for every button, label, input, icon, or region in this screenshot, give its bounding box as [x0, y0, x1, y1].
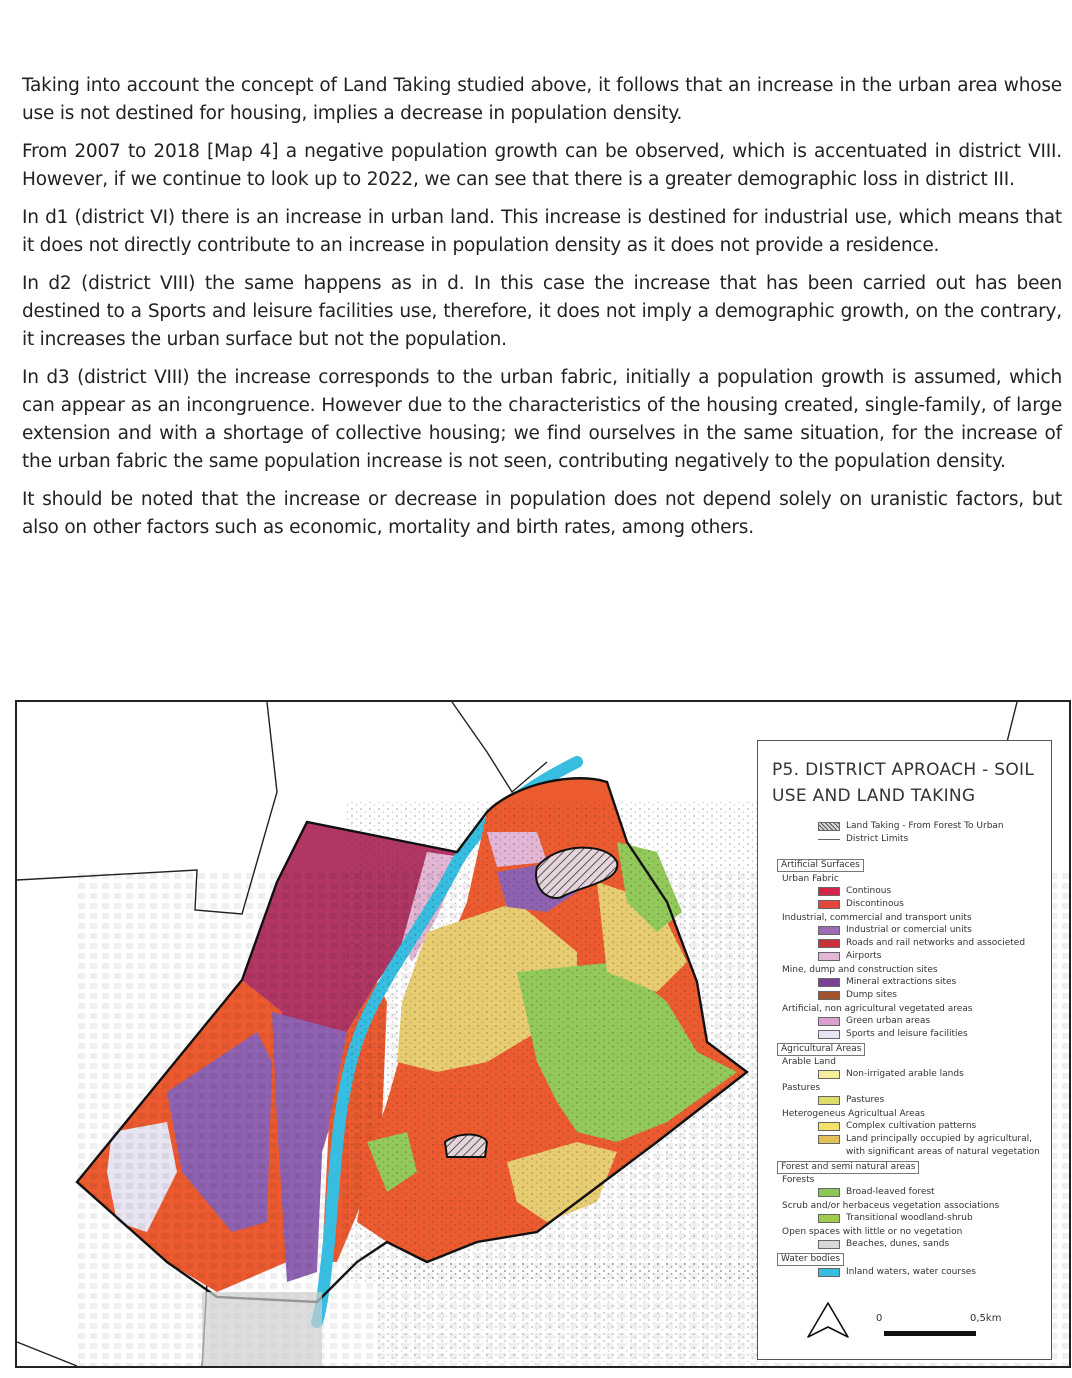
- legend-group: Open spaces with little or no vegetation: [782, 1227, 963, 1237]
- legend-swatch: [818, 1214, 840, 1223]
- legend-swatch: [818, 939, 840, 948]
- legend-section: Agricultural Areas: [777, 1043, 865, 1056]
- legend-swatch: [818, 1268, 840, 1277]
- scale-bar: [884, 1331, 976, 1336]
- legend-swatch: [818, 887, 840, 896]
- legend-label: Green urban areas: [846, 1016, 931, 1026]
- map-legend: [757, 740, 1052, 1360]
- legend-label: Dump sites: [846, 990, 897, 1000]
- legend-label: Sports and leisure facilities: [846, 1029, 968, 1039]
- legend-group: Heterogeneus Agricultual Areas: [782, 1109, 925, 1119]
- legend-group: Forests: [782, 1175, 815, 1185]
- paragraph: From 2007 to 2018 [Map 4] a negative population growth can be observed, which is accentuated in district VIII. However, if we continue to look up to 2022, we can see that there is a greater demographic loss in district III.: [22, 141, 1062, 190]
- legend-group: Mine, dump and construction sites: [782, 965, 938, 975]
- land-taking-swatch: [818, 822, 840, 831]
- legend-label: Land Taking - From Forest To Urban: [846, 821, 1004, 831]
- legend-swatch: [818, 991, 840, 1000]
- legend-group: Arable Land: [782, 1057, 836, 1067]
- legend-swatch: [818, 1096, 840, 1105]
- body-text: [22, 72, 1062, 552]
- legend-group: Artificial, non agricultural vegetated areas: [782, 1004, 973, 1014]
- north-arrow-icon: [804, 1301, 852, 1341]
- legend-label: Pastures: [846, 1095, 885, 1105]
- legend-label: Roads and rail networks and associeted: [846, 938, 1026, 948]
- legend-group: Urban Fabric: [782, 874, 839, 884]
- land-taking-area-south: [445, 1135, 487, 1158]
- legend-label: Airports: [846, 951, 882, 961]
- legend-label: Mineral extractions sites: [846, 977, 957, 987]
- legend-section: Artificial Surfaces: [777, 859, 864, 872]
- paragraph: It should be noted that the increase or decrease in population does not depend solely on uranistic factors, but also on other factors such as economic, mortality and birth rates, among others.: [22, 489, 1062, 538]
- paragraph: In d3 (district VIII) the increase corresponds to the urban fabric, initially a population growth is assumed, which can appear as an incongruence. However due to the characteristics of the housing created, single-family, of large extension and with a shortage of collective housing; we find ourselves in the same situation, for the increase of the urban fabric the same population increase is not seen, contributing negatively to the population density.: [22, 367, 1062, 472]
- legend-section: Water bodies: [777, 1253, 844, 1266]
- legend-label: Land principally occupied by agricultural,: [846, 1134, 1033, 1144]
- legend-swatch: [818, 1122, 840, 1131]
- legend-group: Industrial, commercial and transport units: [782, 913, 972, 923]
- paragraph: Taking into account the concept of Land Taking studied above, it follows that an increase in the urban area whose use is not destined for housing, implies a decrease in population density.: [22, 75, 1062, 124]
- legend-label: Complex cultivation patterns: [846, 1121, 977, 1131]
- legend-group: Scrub and/or herbaceus vegetation associations: [782, 1201, 1000, 1211]
- legend-swatch: [818, 1017, 840, 1026]
- legend-swatch: [818, 1070, 840, 1079]
- legend-swatch: [818, 1188, 840, 1197]
- legend-label: Transitional woodland-shrub: [846, 1213, 973, 1223]
- legend-title-line: P5. DISTRICT APROACH - SOIL: [772, 760, 1035, 780]
- terrain-texture-south: [377, 1262, 767, 1362]
- legend-swatch: [818, 952, 840, 961]
- legend-label: Industrial or comercial units: [846, 925, 972, 935]
- legend-label: District Limits: [846, 834, 909, 844]
- scale-label: 0,5km: [970, 1313, 1002, 1324]
- legend-label: Non-irrigated arable lands: [846, 1069, 964, 1079]
- legend-swatch: [818, 978, 840, 987]
- scale-label: 0: [876, 1313, 883, 1324]
- legend-swatch: [818, 1135, 840, 1144]
- legend-label: Beaches, dunes, sands: [846, 1239, 950, 1249]
- legend-label: Discontinous: [846, 899, 904, 909]
- legend-title: [772, 757, 1034, 809]
- legend-title-line: USE AND LAND TAKING: [772, 786, 976, 806]
- legend-section: Forest and semi natural areas: [777, 1161, 919, 1174]
- district-limits-swatch: [818, 839, 840, 840]
- legend-label: Continous: [846, 886, 892, 896]
- legend-label: Inland waters, water courses: [846, 1267, 976, 1277]
- town-texture-south: [202, 1292, 322, 1368]
- legend-label: Broad-leaved forest: [846, 1187, 935, 1197]
- legend-swatch: [818, 926, 840, 935]
- land-use-map: [15, 700, 1071, 1368]
- legend-swatch: [818, 1030, 840, 1039]
- paragraph: In d1 (district VI) there is an increase in urban land. This increase is destined for industrial use, which means that it does not directly contribute to an increase in population density as it does not provide a residence.: [22, 207, 1062, 256]
- legend-group: Pastures: [782, 1083, 821, 1093]
- paragraph: In d2 (district VIII) the same happens as in d. In this case the increase that has been carried out has been destined to a Sports and leisure facilities use, therefore, it does not imply a demographic growth, on the contrary, it increases the urban surface but not the population.: [22, 273, 1062, 350]
- legend-label: with significant areas of natural vegetation: [846, 1147, 1040, 1157]
- legend-swatch: [818, 1240, 840, 1249]
- legend-swatch: [818, 900, 840, 909]
